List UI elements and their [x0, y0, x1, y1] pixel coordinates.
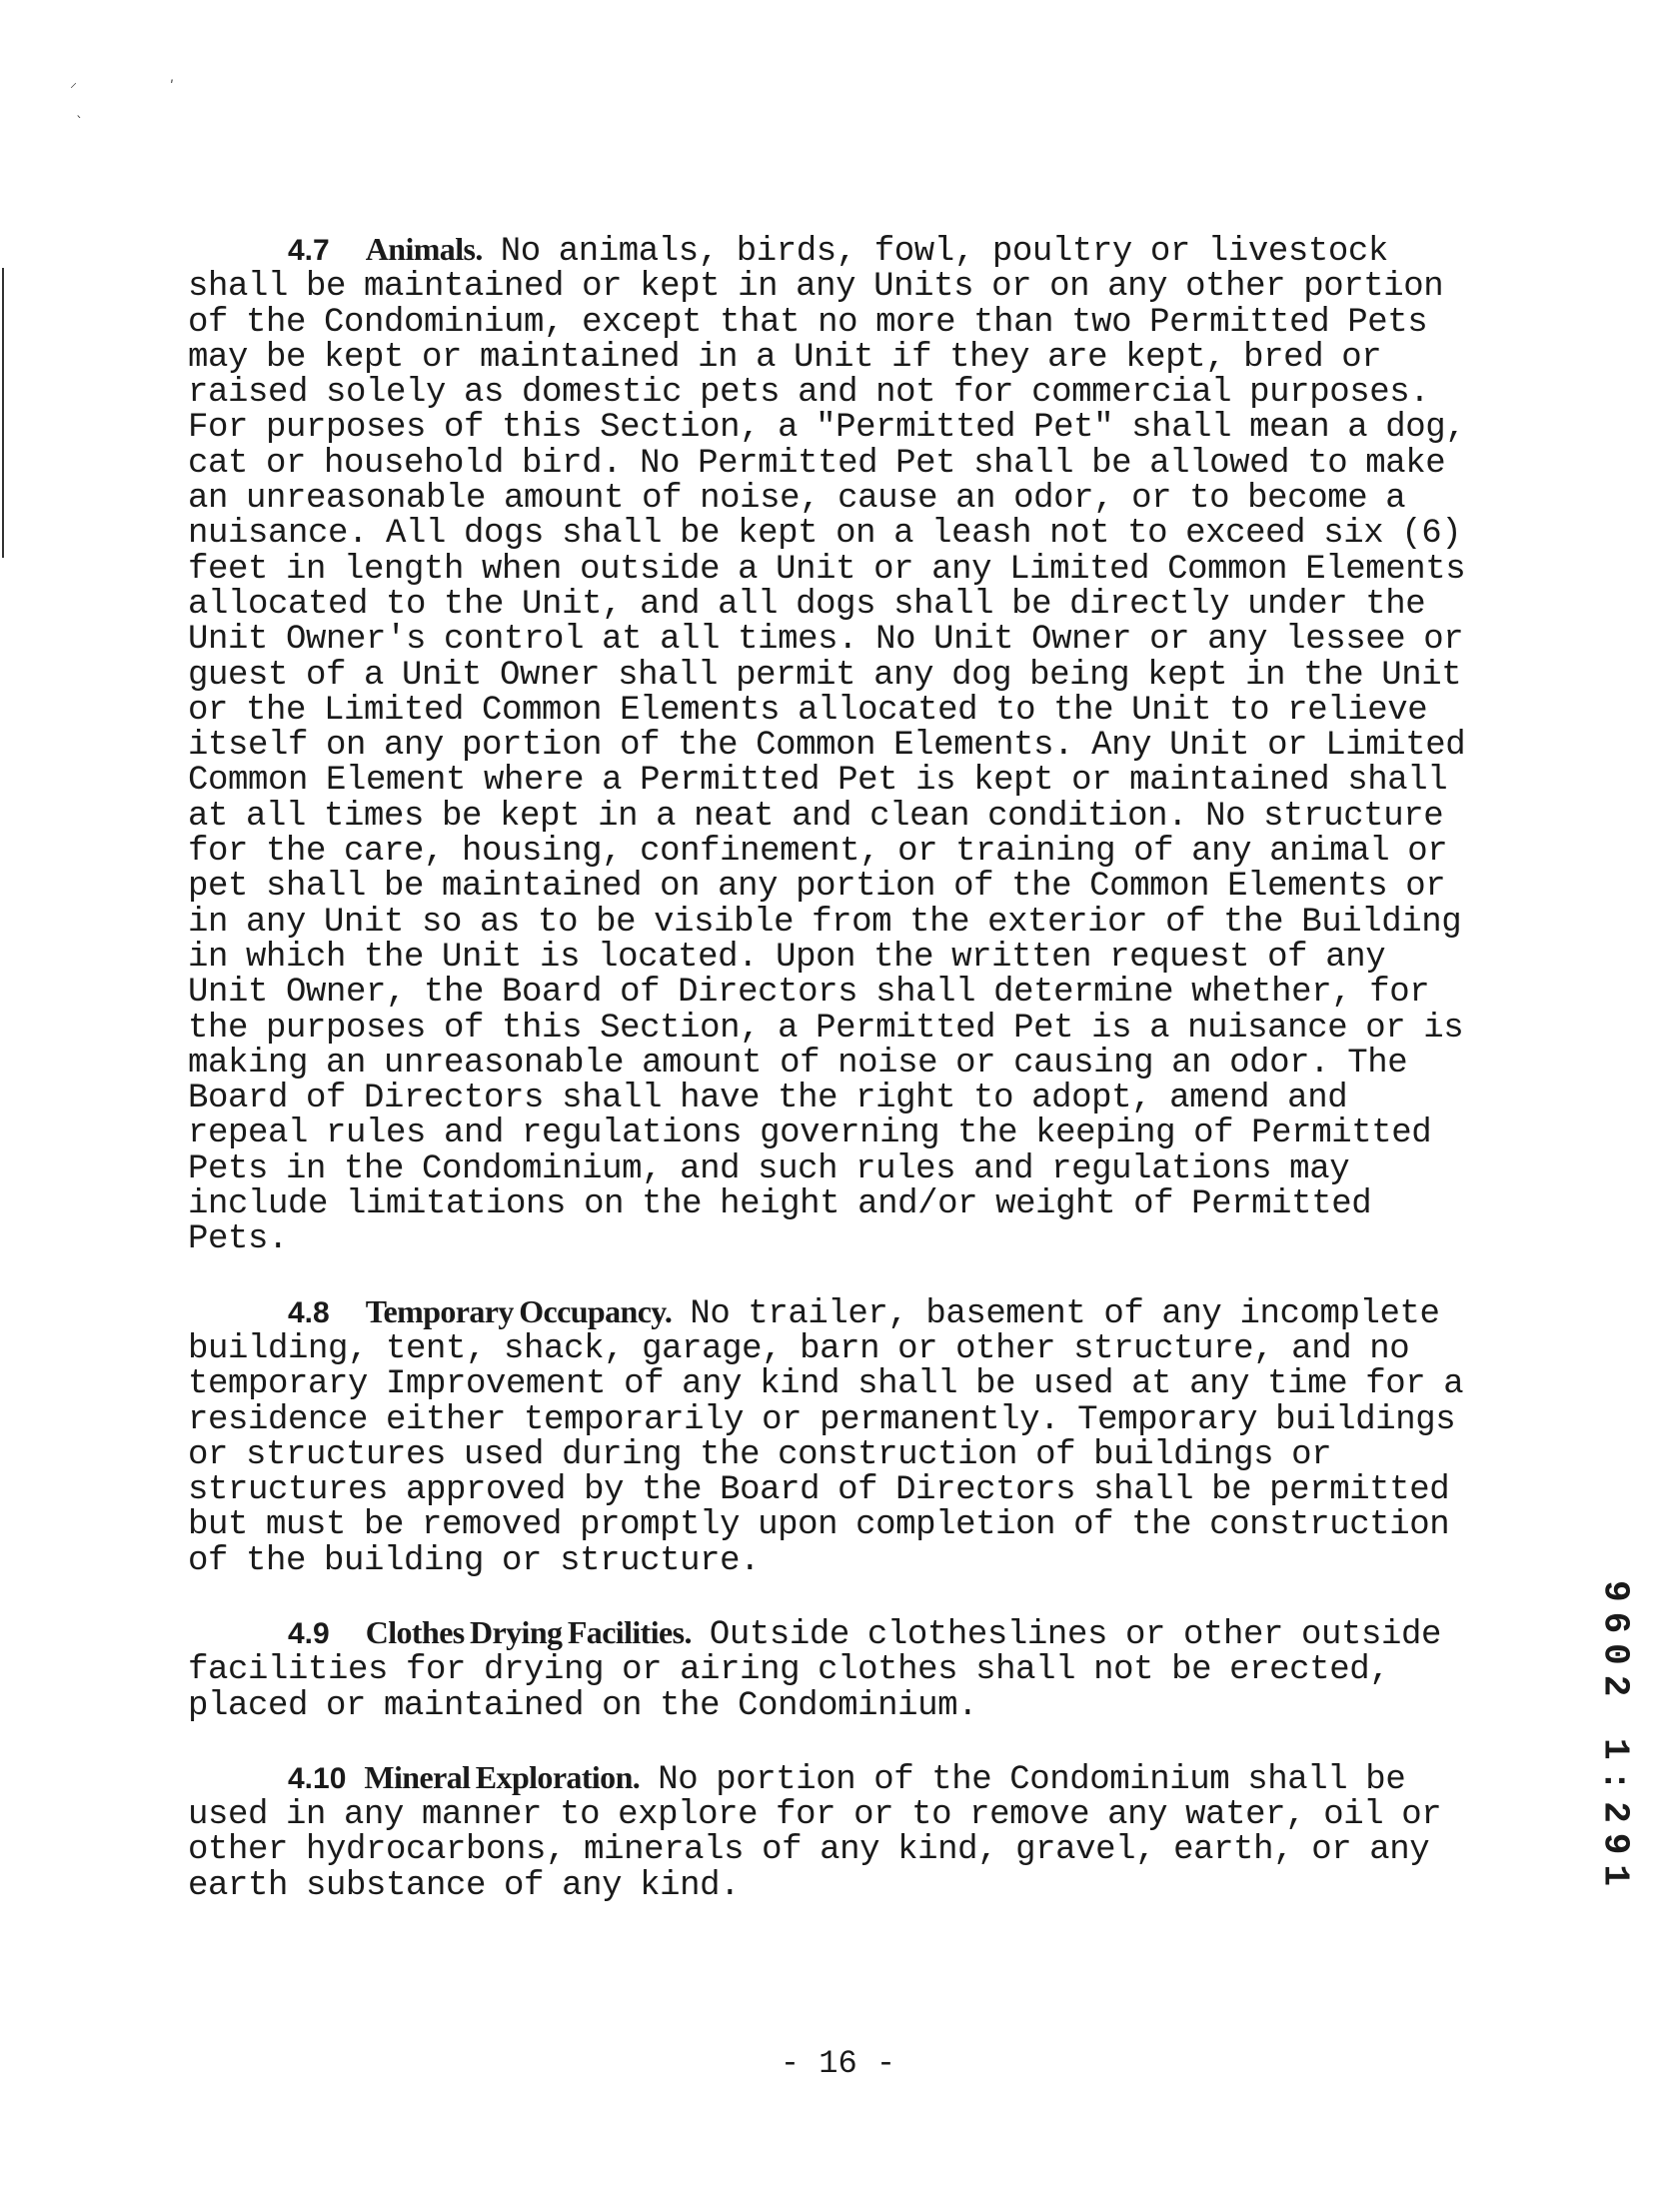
recording-stamp-text: 9602 1:291: [1594, 1579, 1636, 1897]
section-text: No portion of the Condominium shall be used in any manner to explore for or to remove any water, oil or other hydrocarbons, minerals of any kind, gravel, earth, or any earth substance of any kind.: [188, 1760, 1442, 1905]
section-text: Outside clotheslines or other outside facilities for drying or airing clothes shall not be erected, placed or maintained on the Condominium.: [188, 1615, 1442, 1725]
section-number: 4.9: [288, 1616, 330, 1650]
recording-stamp: [1595, 1573, 1635, 1903]
section-4-7: [188, 232, 1477, 1258]
section-text: No animals, birds, fowl, poultry or livestock shall be maintained or kept in any Units or on any other portion of the Condominium, except that no more than two Permitted Pets may be kept or maintained in a Unit if they are kept, bred or raised solely as domestic pets and not for commercial purposes. For purposes of this Section, a "Permitted Pet" shall mean a dog, cat or household bird. No Permitted Pet shall be allowed to make an unreasonable amount of noise, cause an odor, or to become a nuisance. All dogs shall be kept on a leash not to exceed six (6) feet in length when outside a Unit or any Limited Common Elements allocated to the Unit, and all dogs shall be directly under the Unit Owner's control at all times. No Unit Owner or any lessee or guest of a Unit Owner shall permit any dog being kept in the Unit or the Limited Common Elements allocated to the Unit to relieve itself on any portion of the Common Elements. Any Unit or Limited Common Element where a Permitted Pet is kept or maintained shall at all times be kept in a neat and clean condition. No structure for the care, housing, confinement, or training of any animal or pet shall be maintained on any portion of the Common Elements or in any Unit so as to be visible from the exterior of the Building in which the Unit is located. Upon the written request of any Unit Owner, the Board of Directors shall determine whether, for the purposes of this Section, a Permitted Pet is a nuisance or is making an unreasonable amount of noise or causing an odor. The Board of Directors shall have the right to adopt, amend and repeal rules and regulations governing the keeping of Permitted Pets in the Condominium, and such rules and regulations may include limitations on the height and/or weight of Permitted Pets.: [188, 233, 1466, 1259]
section-number: 4.7: [288, 234, 330, 267]
scan-margin-line: [2, 268, 4, 558]
section-4-8: [188, 1294, 1477, 1579]
section-title: Temporary Occupancy.: [365, 1292, 673, 1329]
section-text: No trailer, basement of any incomplete building, tent, shack, garage, barn or other structure, and no temporary Improvement of any kind shall be used at any time for a residence either temporarily or permanently. Temporary buildings or structures used during the construction of buildings or structures approved by the Board of Directors shall be permitted but must be removed promptly upon completion of the construction of the building or structure.: [188, 1294, 1464, 1580]
scan-speck: `: [76, 115, 83, 131]
section-title: Mineral Exploration.: [364, 1758, 641, 1795]
section-title: Animals.: [365, 231, 483, 267]
section-4-9: [188, 1615, 1477, 1724]
document-body: [188, 232, 1477, 1940]
scan-speck: ⸝: [70, 75, 77, 91]
scan-speck: ʹ: [170, 79, 174, 95]
section-4-10: [188, 1760, 1477, 1904]
section-number: 4.10: [288, 1761, 347, 1795]
section-title: Clothes Drying Facilities.: [365, 1613, 692, 1650]
section-number: 4.8: [288, 1295, 330, 1329]
page-number: - 16 -: [780, 2045, 896, 2082]
